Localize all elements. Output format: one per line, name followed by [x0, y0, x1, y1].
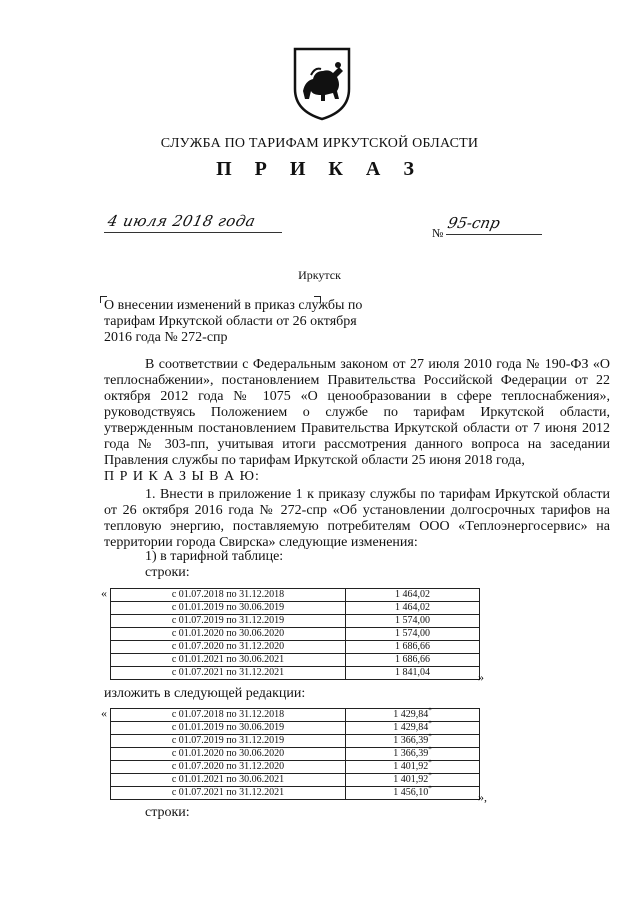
- order-date-field: [104, 210, 284, 240]
- irkutsk-coat-of-arms-icon: [291, 45, 353, 121]
- tariff-value-cell: [346, 654, 480, 667]
- replace-label: изложить в следующей редакции:: [104, 686, 306, 701]
- table-row: [111, 667, 480, 680]
- tariff-table-new: [110, 708, 480, 800]
- footnote-mark: *: [428, 758, 432, 767]
- number-underline: [446, 234, 542, 235]
- tariff-value: 1 429,84: [393, 709, 429, 720]
- period-cell: с 01.07.2020 по 31.12.2020: [111, 641, 346, 654]
- tariff-value-cell: [346, 667, 480, 680]
- tariff-value: 1 686,66: [395, 641, 430, 652]
- table-row: [111, 602, 480, 615]
- rows-label: строки:: [145, 565, 190, 580]
- table-row: [111, 589, 480, 602]
- table-row: [111, 709, 480, 722]
- quote-open-1: «: [101, 586, 107, 600]
- tariff-value: 1 366,39: [393, 748, 429, 759]
- period-cell: с 01.07.2021 по 31.12.2021: [111, 787, 346, 800]
- subitem-1-label: 1) в тарифной таблице:: [145, 549, 284, 564]
- period-cell: с 01.07.2018 по 31.12.2018: [111, 589, 346, 602]
- table-row: [111, 774, 480, 787]
- tariff-value-cell: [346, 615, 480, 628]
- tariff-value-cell: [346, 784, 480, 800]
- date-underline: [104, 232, 282, 233]
- item-1-paragraph: 1. Внести в приложение 1 к приказу службы по тарифам Иркутской области от 26 октября 2016 года № 272-спр «Об установлении долгосрочных тарифов на тепловую энергию, поставляемую потребителям ООО «Теплоэнергосервис» на территории города Свирска» следующие изменения:: [104, 487, 610, 550]
- footnote-mark: *: [428, 771, 432, 780]
- period-cell: с 01.07.2020 по 31.12.2020: [111, 761, 346, 774]
- quote-open-2: «: [101, 706, 107, 720]
- tariff-value: 1 401,92: [393, 761, 429, 772]
- footnote-mark: *: [428, 719, 432, 728]
- period-cell: с 01.07.2021 по 31.12.2021: [111, 667, 346, 680]
- tariff-value-cell: [346, 628, 480, 641]
- period-cell: с 01.07.2019 по 31.12.2019: [111, 735, 346, 748]
- period-cell: с 01.01.2021 по 30.06.2021: [111, 654, 346, 667]
- period-cell: с 01.01.2020 по 30.06.2020: [111, 628, 346, 641]
- handwritten-date: 4 июля 2018 года: [106, 212, 258, 230]
- quote-close-1: »: [478, 670, 484, 684]
- number-sign: №: [432, 226, 444, 240]
- tariff-value: 1 464,02: [395, 589, 430, 600]
- period-cell: с 01.01.2019 по 30.06.2019: [111, 602, 346, 615]
- tariff-value: 1 574,00: [395, 628, 430, 639]
- table-row: [111, 628, 480, 641]
- tariff-value: 1 686,66: [395, 654, 430, 665]
- period-cell: с 01.07.2018 по 31.12.2018: [111, 709, 346, 722]
- tariff-value-cell: [346, 758, 480, 774]
- tariff-value: 1 464,02: [395, 602, 430, 613]
- tariff-value-cell: [346, 706, 480, 722]
- rows-label-2: строки:: [145, 805, 190, 820]
- period-cell: с 01.01.2020 по 30.06.2020: [111, 748, 346, 761]
- order-subject: О внесении изменений в приказ службы по тарифам Иркутской области от 26 октября 2016 года № 272-спр: [104, 298, 363, 345]
- tariff-value-cell: [346, 589, 480, 602]
- table-row: [111, 761, 480, 774]
- agency-name: СЛУЖБА ПО ТАРИФАМ ИРКУТСКОЙ ОБЛАСТИ: [160, 136, 479, 151]
- tariff-value: 1 456,10: [393, 787, 429, 798]
- period-cell: с 01.01.2019 по 30.06.2019: [111, 722, 346, 735]
- order-word: П Р И К А З Ы В А Ю:: [104, 469, 260, 484]
- table-row: [111, 641, 480, 654]
- table-row: [111, 654, 480, 667]
- order-number-field: [446, 212, 546, 242]
- footnote-mark: *: [428, 745, 432, 754]
- tariff-value-cell: [346, 771, 480, 787]
- tariff-value-cell: [346, 732, 480, 748]
- handwritten-number: 95-спр: [446, 214, 502, 232]
- preamble-paragraph: В соответствии с Федеральным законом от 27 июля 2010 года № 190-ФЗ «О теплоснабжении», постановлением Правительства Российской Федерации от 22 октября 2012 года № 1075 «О ценообразовании в сфере теплоснабжения», руководствуясь Положением о службе по тарифам Иркутской области, утвержденным постановлением Правительства Иркутской области от 7 июня 2012 года № 303-пп, учитывая итоги рассмотрения данного вопроса на заседании Правления службы по тарифам Иркутской области 25 июня 2018 года,: [104, 357, 610, 468]
- footnote-mark: *: [428, 706, 432, 715]
- table-row: [111, 787, 480, 800]
- tariff-value-cell: [346, 745, 480, 761]
- tariff-value: 1 429,84: [393, 722, 429, 733]
- table-row: [111, 748, 480, 761]
- quote-close-2: »,: [478, 790, 487, 804]
- table-row: [111, 722, 480, 735]
- table-row: [111, 615, 480, 628]
- tariff-value: 1 574,00: [395, 615, 430, 626]
- tariff-table-old: [110, 588, 480, 680]
- document-type-title: П Р И К А З: [216, 158, 423, 180]
- period-cell: с 01.01.2021 по 30.06.2021: [111, 774, 346, 787]
- tariff-value: 1 366,39: [393, 735, 429, 746]
- table-row: [111, 735, 480, 748]
- city-name: Иркутск: [298, 268, 341, 282]
- footnote-mark: *: [428, 732, 432, 741]
- footnote-mark: *: [428, 784, 432, 793]
- tariff-value-cell: [346, 641, 480, 654]
- tariff-value: 1 401,92: [393, 774, 429, 785]
- tariff-value: 1 841,04: [395, 667, 430, 678]
- period-cell: с 01.07.2019 по 31.12.2019: [111, 615, 346, 628]
- tariff-value-cell: [346, 719, 480, 735]
- tariff-value-cell: [346, 602, 480, 615]
